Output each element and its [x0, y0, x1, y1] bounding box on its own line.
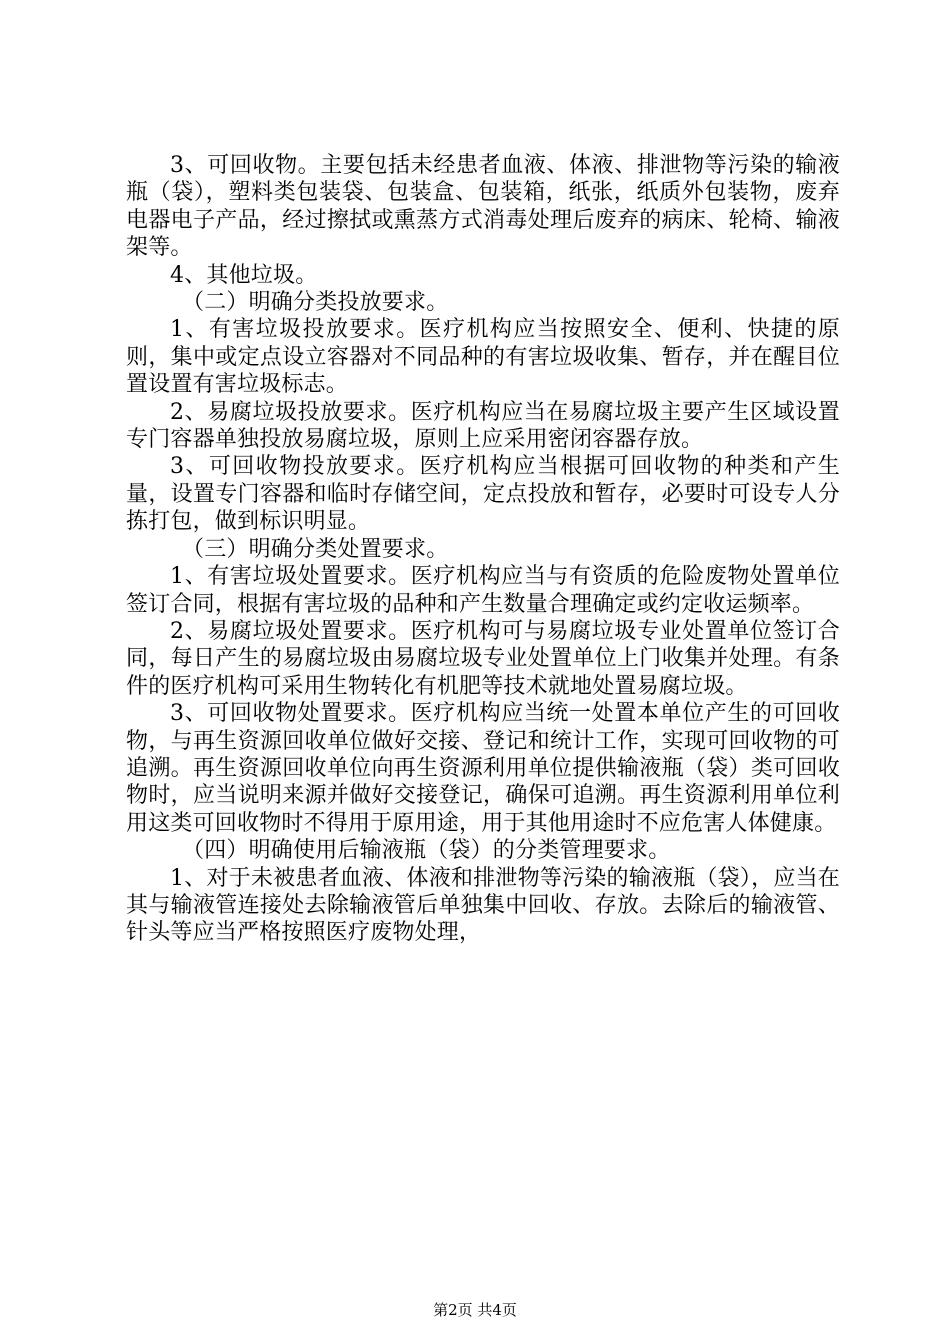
paragraph-other-waste: 4、其他垃圾。: [170, 262, 318, 288]
page-number-footer: 第2页 共4页: [433, 1301, 517, 1319]
paragraph-recyclable-disposal: 3、可回收物投放要求。医疗机构应当根据可回收物的种类和产生量，设置专门容器和临时存储空间，定点投放和暂存，必要时可设专人分拣打包，做到标识明显。: [126, 454, 840, 535]
paragraph-recyclables: 3、可回收物。主要包括未经患者血液、体液、排泄物等污染的输液瓶（袋），塑料类包装袋、包装盒、包装箱，纸张，纸质外包装物，废弃电器电子产品，经过擦拭或熏蒸方式消毒处理后废弃的病床、轮椅、输液架等。: [126, 153, 840, 261]
paragraph-recyclable-treatment: 3、可回收物处置要求。医疗机构应当统一处置本单位产生的可回收物，与再生资源回收单位做好交接、登记和统计工作，实现可回收物的可追溯。再生资源回收单位向再生资源利用单位提供输液瓶（袋）类可回收物时，应当说明来源并做好交接登记，确保可追溯。再生资源利用单位利用这类可回收物时不得用于原用途，用于其他用途时不应危害人体健康。: [126, 701, 840, 836]
paragraph-perishable-disposal: 2、易腐垃圾投放要求。医疗机构应当在易腐垃圾主要产生区域设置专门容器单独投放易腐垃圾，原则上应采用密闭容器存放。: [126, 399, 840, 453]
section-heading-infusion-bottle-management: （四）明确使用后输液瓶（袋）的分类管理要求。: [182, 838, 671, 864]
section-heading-treatment-requirements: （三）明确分类处置要求。: [182, 536, 449, 562]
section-heading-disposal-requirements: （二）明确分类投放要求。: [182, 290, 449, 316]
paragraph-infusion-bottle-rule: 1、对于未被患者血液、体液和排泄物等污染的输液瓶（袋），应当在其与输液管连接处去除输液管后单独集中回收、存放。去除后的输液管、针头等应当严格按照医疗废物处理，: [126, 865, 840, 946]
paragraph-perishable-treatment: 2、易腐垃圾处置要求。医疗机构可与易腐垃圾专业处置单位签订合同，每日产生的易腐垃圾由易腐垃圾专业处置单位上门收集并处理。有条件的医疗机构可采用生物转化有机肥等技术就地处置易腐垃圾。: [126, 618, 840, 699]
paragraph-hazardous-treatment: 1、有害垃圾处置要求。医疗机构应当与有资质的危险废物处置单位签订合同，根据有害垃圾的品种和产生数量合理确定或约定收运频率。: [126, 564, 840, 617]
document-body: [126, 152, 840, 947]
paragraph-hazardous-disposal: 1、有害垃圾投放要求。医疗机构应当按照安全、便利、快捷的原则，集中或定点设立容器对不同品种的有害垃圾收集、暂存，并在醒目位置设置有害垃圾标志。: [126, 317, 840, 398]
